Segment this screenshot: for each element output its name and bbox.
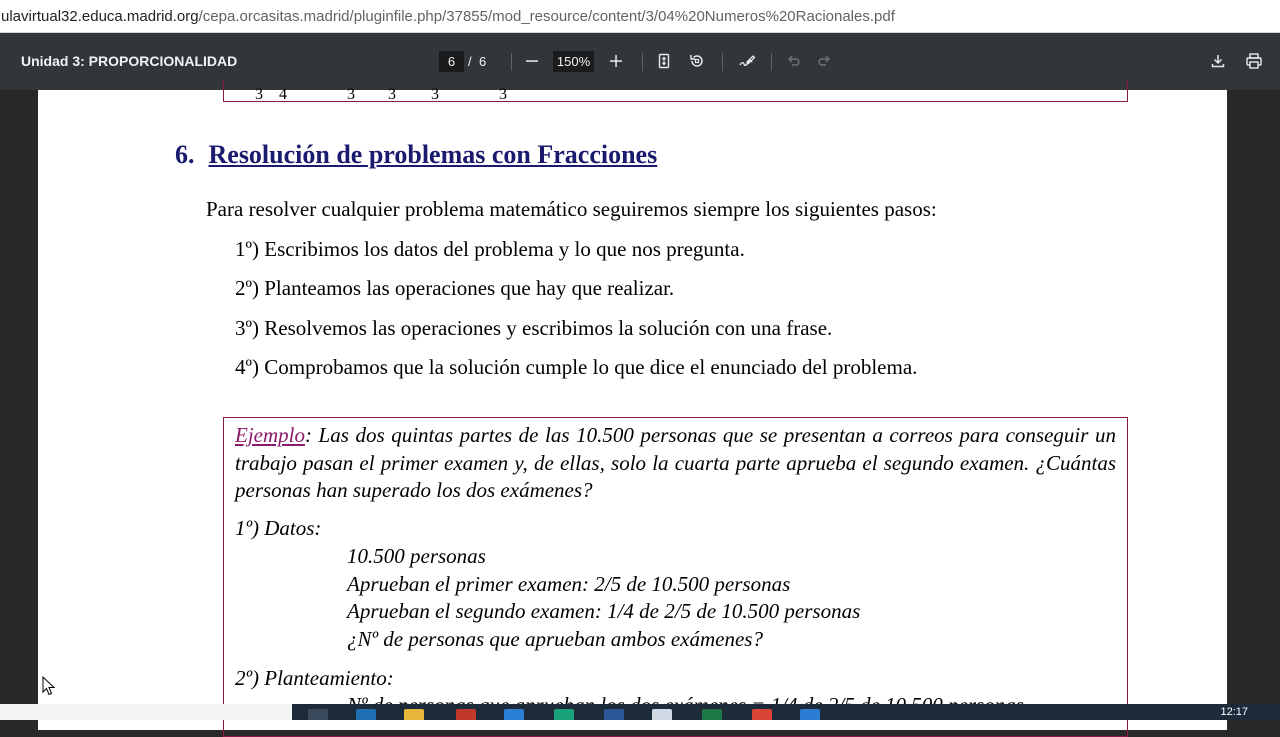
app-icon[interactable] — [800, 709, 820, 720]
datos-line: Aprueban el primer examen: 2/5 de 10.500 personas — [347, 572, 791, 596]
rotate-button[interactable] — [683, 47, 711, 75]
url-path: /cepa.orcasitas.madrid/pluginfile.php/37855/mod_resource/content/3/04%20Numeros%20Racionales.pdf — [198, 7, 895, 25]
fraction-digit: 3 — [388, 86, 396, 103]
print-button[interactable] — [1240, 47, 1268, 75]
zoom-level-input[interactable]: 150% — [553, 51, 594, 72]
rotate-icon — [688, 52, 706, 70]
app-icon[interactable] — [504, 709, 524, 720]
pen-icon — [738, 52, 756, 70]
minus-icon — [525, 54, 539, 68]
undo-button[interactable] — [779, 47, 807, 75]
example-text: : Las dos quintas partes de las 10.500 personas que se presentan a correos para conseguir un trabajo pasan el primer examen y, de ellas, solo la cuarta parte aprueba el segundo examen. ¿Cuántas personas han superado los dos exámenes? — [235, 423, 1116, 502]
redo-button[interactable] — [811, 47, 839, 75]
total-pages: 6 — [479, 54, 487, 69]
toolbar-divider — [722, 53, 723, 71]
document-title: Unidad 3: PROPORCIONALIDAD — [21, 53, 238, 69]
download-icon — [1210, 53, 1226, 69]
datos-label: 1º) Datos: — [235, 516, 322, 540]
task-view-icon[interactable] — [308, 709, 328, 720]
datos-line: 10.500 personas — [347, 544, 486, 568]
app-icon[interactable] — [652, 709, 672, 720]
step-item: 1º) Escribimos los datos del problema y lo que nos pregunta. — [235, 237, 745, 261]
toolbar-divider — [511, 53, 512, 71]
chrome-icon[interactable] — [752, 709, 772, 720]
app-icon[interactable] — [456, 709, 476, 720]
app-icon[interactable] — [554, 709, 574, 720]
step-item: 4º) Comprobamos que la solución cumple lo que dice el enunciado del problema. — [235, 355, 918, 379]
url-host: ulavirtual32.educa.madrid.org — [1, 7, 199, 25]
fraction-digit: 4 — [279, 86, 287, 103]
example-label: Ejemplo — [235, 423, 305, 447]
fit-page-button[interactable] — [650, 47, 678, 75]
fit-page-icon — [656, 53, 672, 69]
toolbar-divider — [771, 53, 772, 71]
planteamiento-label: 2º) Planteamiento: — [235, 666, 394, 690]
page-number-input[interactable]: 6 — [439, 51, 464, 72]
app-icon[interactable] — [356, 709, 376, 720]
word-icon[interactable] — [604, 709, 624, 720]
datos-line: ¿Nº de personas que aprueban ambos exámenes? — [347, 627, 763, 651]
app-icon[interactable] — [702, 709, 722, 720]
section-title: Resolución de problemas con Fracciones — [208, 140, 658, 169]
fraction-digit: 3 — [255, 86, 263, 103]
annotate-button[interactable] — [733, 47, 761, 75]
plus-icon — [609, 54, 623, 68]
zoom-in-button[interactable] — [602, 47, 630, 75]
address-bar[interactable] — [0, 0, 1280, 33]
download-button[interactable] — [1204, 47, 1232, 75]
toolbar-divider — [642, 53, 643, 71]
step-item: 3º) Resolvemos las operaciones y escribimos la solución con una frase. — [235, 316, 833, 340]
taskbar-clock[interactable]: 12:17 — [1220, 706, 1248, 718]
fraction-digit: 3 — [347, 86, 355, 103]
folder-icon[interactable] — [404, 709, 424, 720]
intro-paragraph: Para resolver cualquier problema matemático seguiremos siempre los siguientes pasos: — [206, 197, 937, 221]
step-item: 2º) Planteamos las operaciones que hay que realizar. — [235, 276, 675, 300]
taskbar-search[interactable] — [0, 704, 292, 720]
redo-icon — [817, 53, 833, 69]
mouse-cursor-icon — [42, 676, 56, 696]
page-separator: / — [468, 54, 472, 69]
datos-line: Aprueban el segundo examen: 1/4 de 2/5 de 10.500 personas — [347, 599, 861, 623]
section-number: 6. — [175, 140, 195, 169]
print-icon — [1245, 52, 1263, 70]
pdf-page — [38, 86, 1227, 730]
undo-icon — [785, 53, 801, 69]
zoom-out-button[interactable] — [518, 47, 546, 75]
previous-example-box — [223, 80, 1128, 102]
taskbar — [0, 704, 1280, 720]
fraction-digit: 3 — [499, 86, 507, 103]
section-heading — [175, 140, 657, 170]
pdf-viewer[interactable] — [0, 86, 1280, 704]
example-box — [223, 417, 1128, 737]
fraction-digit: 3 — [431, 86, 439, 103]
example-statement — [235, 422, 1116, 505]
